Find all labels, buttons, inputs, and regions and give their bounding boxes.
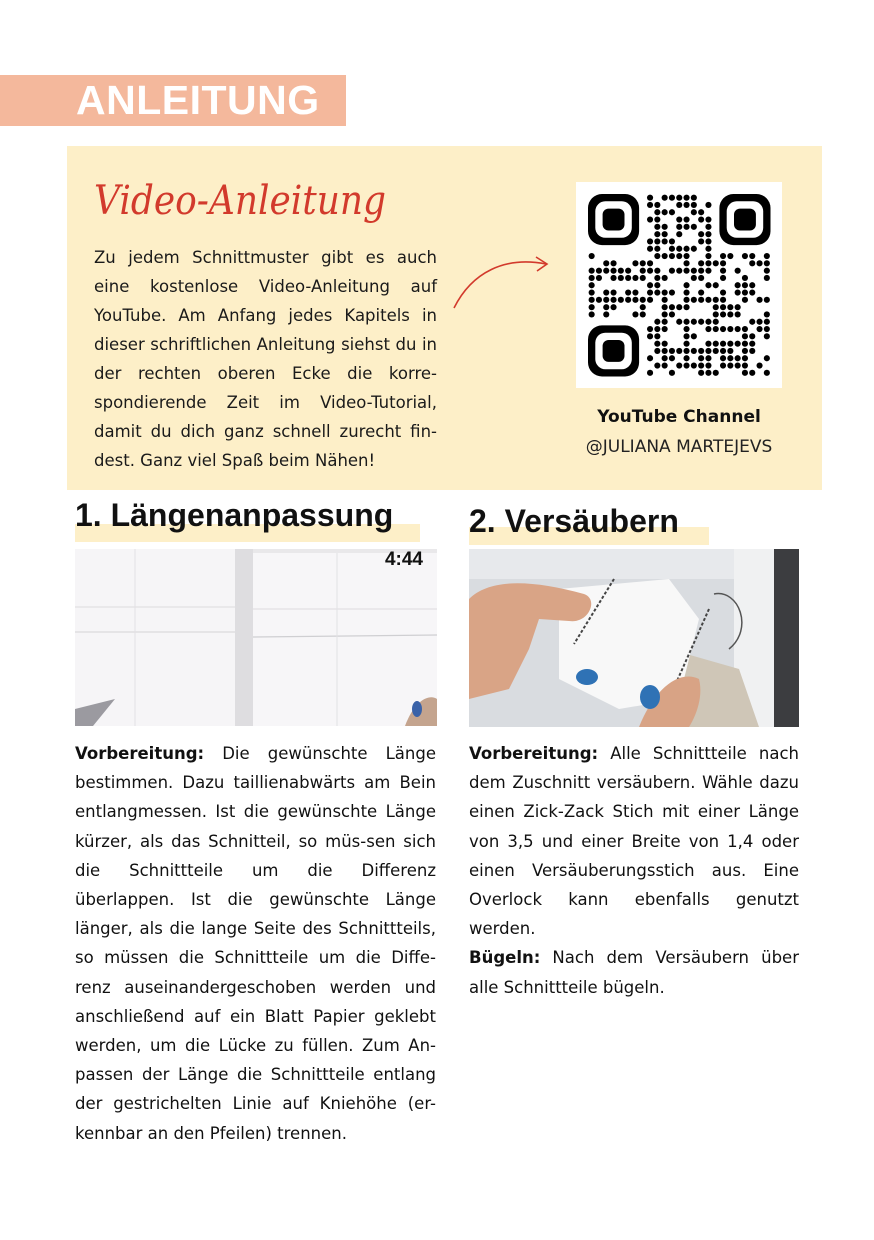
video-timestamp: 4:44 [384,549,423,570]
curved-arrow-icon [450,250,555,315]
section1-title: 1. Längenanpassung [75,497,394,533]
section2-label2: Bügeln: [469,948,541,968]
section2-title: 2. Versäubern [469,503,679,539]
section2-label1: Vorbereitung: [469,744,599,763]
qr-code-icon[interactable] [576,182,782,388]
section2-text1: Alle Schnittteile nach dem Zuschnitt versäubern. Wähle dazu einen Zick-Zack Stich mit einer Länge von 3,5 und einer Breite von 1,4 oder einen Versäuberungsstich aus. Eine Overlock kann ebenfalls genutzt werden. [469,744,799,939]
section2-photo [469,549,799,727]
section1-text: Die gewünschte Länge bestimmen. Dazu taillienabwärts am Bein entlangmessen. Ist die gewünschte Länge kürzer, als das Schnitteil, so müs-sen sich die Schnittteile um die Differenz überlappen. Ist die gewünschte Länge länger, als die lange Seite des Schnittteils, so müssen die Schnittteile um die Diffe-renz auseinandergeschoben werden und anschließend auf ein Blatt Papier geklebt werden, um die Lücke zu füllen. Zum An-passen der Länge die Schnittteile entlang der gestrichelten Linie auf Kniehöhe (er-kennbar an den Pfeilen) trennen. [75,744,436,1143]
page-title: ANLEITUNG [76,77,320,123]
section2-body [469,739,799,1002]
script-title-text: Video-Anleitung [94,178,386,224]
video-anleitung-script-title [92,166,422,236]
section1-photo [75,549,437,726]
section1-label: Vorbereitung: [75,744,205,763]
youtube-channel-handle[interactable]: @JULIANA MARTEJEVS [585,437,773,457]
section1-body [75,739,436,1148]
youtube-channel-label: YouTube Channel [597,407,761,427]
section2-text2: Nach dem Versäubern über alle Schnittteile bügeln. [469,948,799,997]
video-info-text: Zu jedem Schnittmuster gibt es auch eine kostenlose Video-Anleitung auf YouTube. Am Anfang jedes Kapitels in dieser schriftlichen Anleitung siehst du in der rechten oberen Ecke die korre-spondierende Zeit im Video-Tutorial, damit du dich ganz schnell zurecht fin-dest. Ganz viel Spaß beim Nähen! [94,248,437,470]
